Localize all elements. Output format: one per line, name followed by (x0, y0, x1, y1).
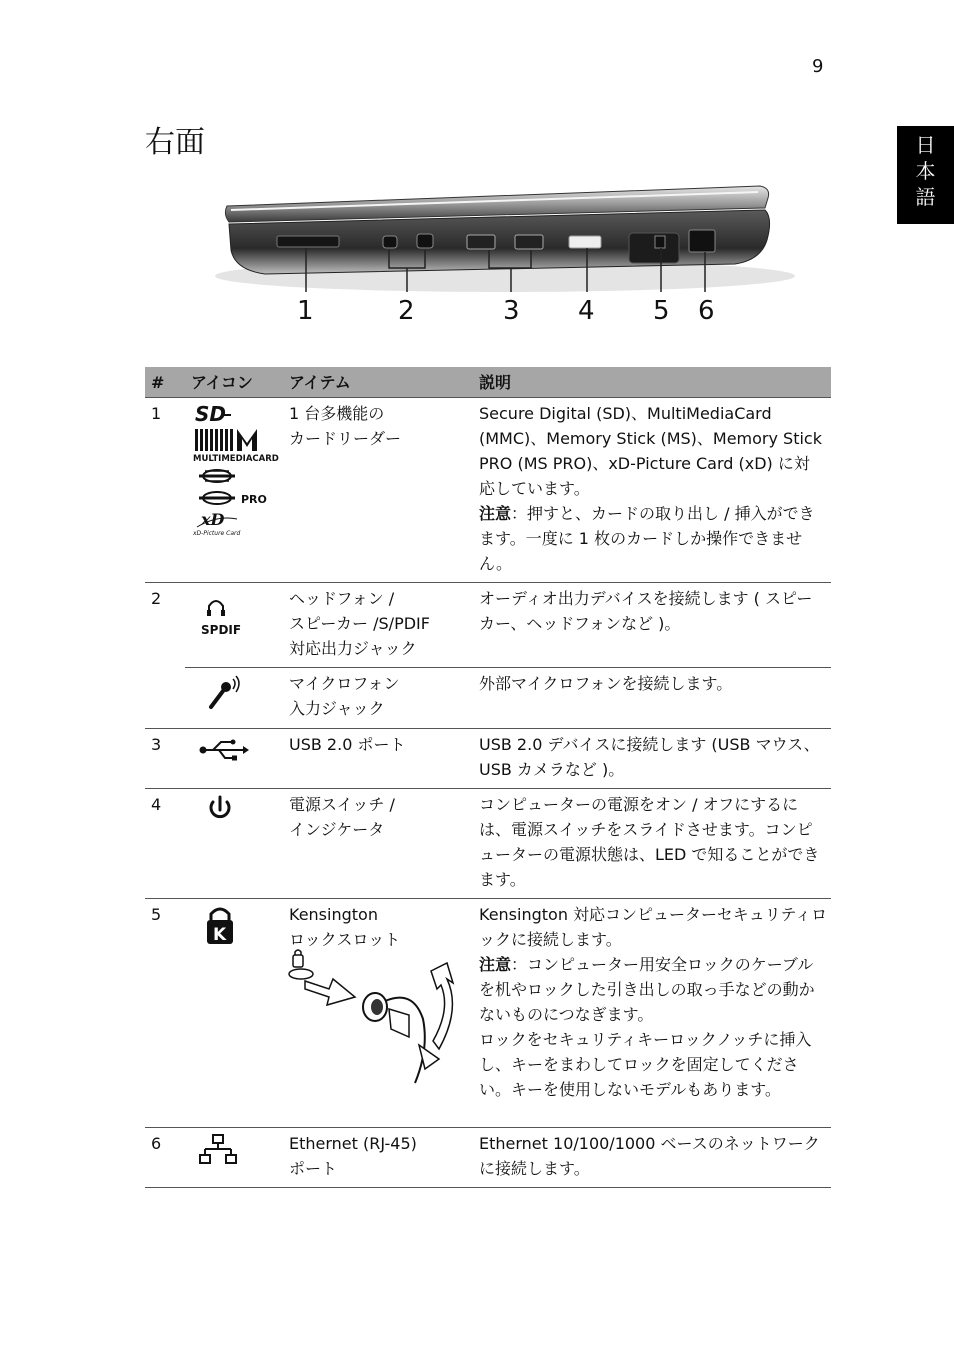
pro-label: PRO (241, 493, 267, 506)
row-num: 4 (145, 789, 185, 899)
callout-number: 3 (503, 296, 520, 326)
row-description: 外部マイクロフォンを接続します。 (479, 674, 733, 693)
callout-number: 5 (653, 296, 670, 326)
kensington-lock-icon (191, 902, 251, 948)
microphone-icon (191, 671, 251, 715)
item-line: Kensington (289, 905, 378, 924)
callout-number: 1 (297, 296, 314, 326)
row-description: コンピューターの電源をオン / オフにするには、電源スイッチをスライドさせます。コンピューターの電源状態は、LED で知ることができます。 (479, 795, 820, 889)
language-tab-char: 日 (915, 133, 936, 157)
table-row (145, 583, 831, 668)
row-num: 2 (145, 583, 185, 729)
note-label: 注意 (479, 504, 512, 523)
kensington-label: K (213, 925, 227, 945)
note-label: 注意 (479, 955, 512, 974)
xd-label: xD-Picture Card (193, 530, 241, 537)
table-row (145, 668, 831, 729)
row-note (479, 952, 829, 1027)
row-description: Kensington 対応コンピューターセキュリティロックに接続します。 (479, 905, 828, 949)
item-line: 電源スイッチ / (289, 795, 395, 814)
callout-number: 2 (398, 296, 415, 326)
item-line: 入力ジャック (289, 699, 385, 718)
item-line: カードリーダー (289, 429, 402, 448)
item-line: スピーカー /S/PDIF (289, 614, 430, 633)
item-line: ロックスロット (289, 930, 401, 949)
language-tab (897, 126, 954, 224)
row-note (479, 501, 825, 576)
svg-text:xD: xD (201, 510, 225, 529)
card-reader-logos-icon (191, 401, 279, 539)
headphone-spdif-icon (191, 586, 251, 642)
row-num: 1 (145, 398, 185, 583)
item-line: Ethernet (RJ-45) (289, 1134, 417, 1153)
sd-card-icon (195, 402, 231, 426)
header-desc: 説明 (473, 367, 831, 398)
lock-installation-illustration (283, 949, 459, 1085)
header-num: # (145, 367, 185, 398)
ethernet-icon (191, 1131, 251, 1171)
callout-number: 4 (578, 296, 595, 326)
row-description: USB 2.0 デバイスに接続します (USB マウス、USB カメラなど )。 (479, 735, 820, 779)
memory-stick-pro-icon (199, 492, 267, 506)
item-line: USB 2.0 ポート (289, 735, 406, 754)
table-row (145, 1128, 831, 1188)
row-num: 5 (145, 899, 185, 1128)
note-text: ：コンピューター用安全ロックのケーブルを机やロックした引き出しの取っ手などの動かないものにつなぎます。 (479, 955, 815, 1024)
callout-number: 6 (698, 296, 715, 326)
xd-picture-card-icon (192, 510, 240, 537)
multimediacard-icon (193, 429, 279, 464)
item-line: 1 台多機能の (289, 404, 385, 423)
language-tab-char: 語 (915, 185, 936, 209)
item-line: マイクロフォン (289, 674, 400, 693)
spdif-label: SPDIF (201, 623, 242, 637)
usb-icon (191, 732, 251, 768)
item-line: インジケータ (289, 820, 385, 839)
row-description: オーディオ出力デバイスを接続します ( スピーカー、ヘッドフォンなど )。 (479, 589, 813, 633)
mmc-label: MULTIMEDIACARD (193, 454, 279, 464)
row-num: 3 (145, 729, 185, 789)
svg-text:SD: SD (195, 402, 227, 426)
note-text: ：押すと、カードの取り出し / 挿入ができます。一度に 1 枚のカードしか操作できません。 (479, 504, 815, 573)
row-description: Ethernet 10/100/1000 ベースのネットワークに接続します。 (479, 1134, 820, 1178)
item-line: ヘッドフォン / (289, 589, 395, 608)
table-row (145, 729, 831, 789)
memory-stick-icon (199, 470, 235, 482)
page-title: 右面 (145, 125, 205, 160)
table-row (145, 899, 831, 1128)
language-tab-char: 本 (915, 159, 936, 183)
power-icon (191, 792, 251, 828)
row-extra-note: ロックをセキュリティキーロックノッチに挿入し、キーをまわしてロックを固定してください。キーを使用しないモデルもあります。 (479, 1030, 812, 1099)
table-row (145, 789, 831, 899)
item-line: 対応出力ジャック (289, 639, 417, 658)
row-num: 6 (145, 1128, 185, 1188)
item-line: ポート (289, 1159, 338, 1178)
header-item: アイテム (283, 367, 473, 398)
row-description: Secure Digital (SD)、MultiMediaCard (MMC)、Memory Stick (MS)、Memory Stick PRO (MS PRO)、xD-Picture Card (xD) に対応しています。 (479, 404, 822, 498)
table-header-row (145, 367, 831, 398)
page-number: 9 (812, 56, 824, 77)
table-row (145, 398, 831, 583)
header-icon: アイコン (185, 367, 283, 398)
ports-table (145, 367, 831, 1188)
